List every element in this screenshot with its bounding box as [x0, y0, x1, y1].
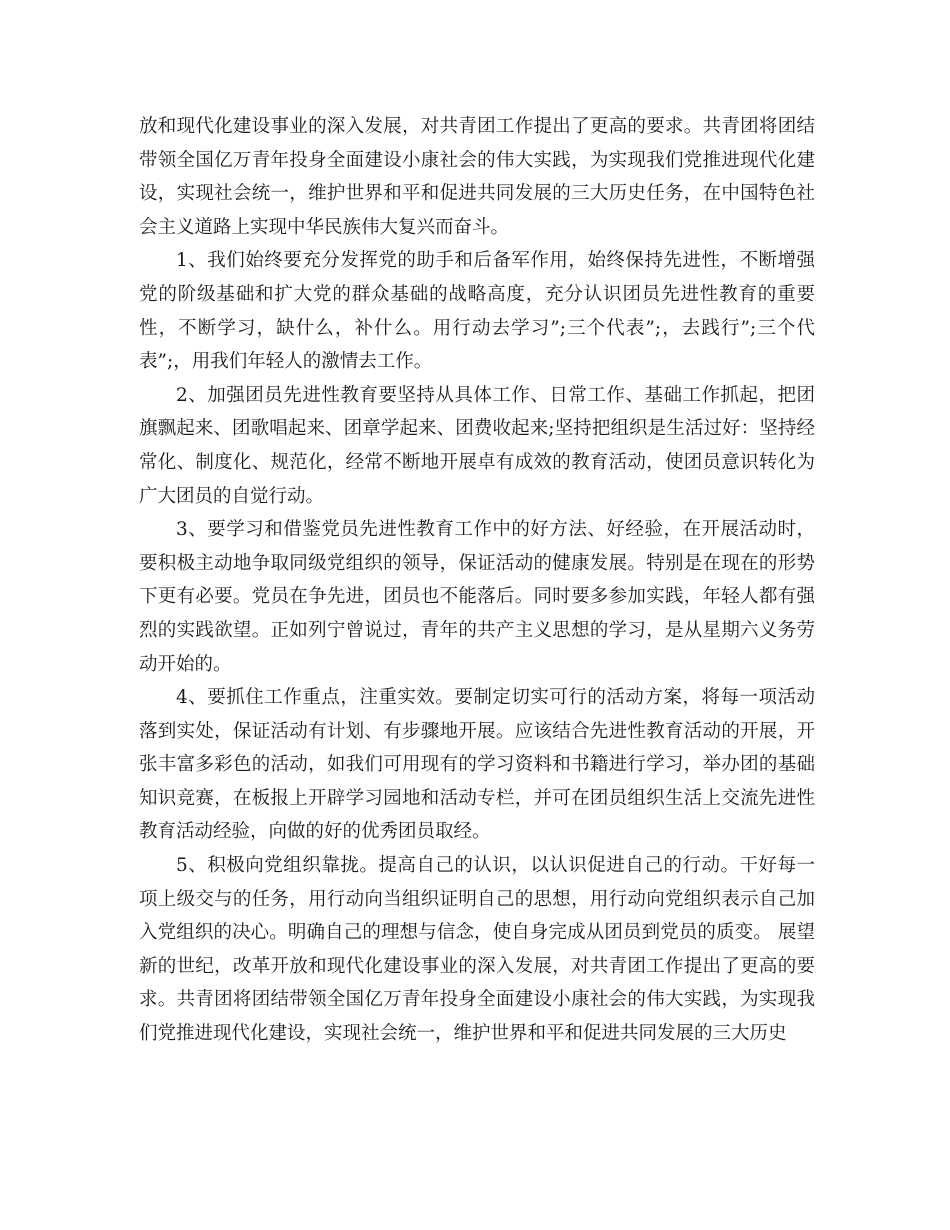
paragraph-item-2: 2、加强团员先进性教育要坚持从具体工作、日常工作、基础工作抓起，把团旗飘起来、团歌唱起来、团章学起来、团费收起来;坚持把组织是生活过好：坚持经常化、制度化、规范化，经常不断地开展卓有成效的教育活动，使团员意识转化为广大团员的自觉行动。	[139, 384, 815, 507]
paragraph-item-5: 5、积极向党组织靠拢。提高自己的认识，以认识促进自己的行动。干好每一项上级交与的任务，用行动向当组织证明自己的思想，用行动向党组织表示自己加入党组织的决心。明确自己的理想与信念，使自身完成从团员到党员的质变。 展望新的世纪，改革开放和现代化建设事业的深入发展，对共青团工作提出了更高的要求。共青团将团结带领全国亿万青年投身全面建设小康社会的伟大实践，为实现我们党推进现代化建设，实现社会统一，维护世界和平和促进共同发展的三大历史	[139, 855, 815, 1045]
paragraph-item-4: 4、要抓住工作重点，注重实效。要制定切实可行的活动方案，将每一项活动落到实处，保证活动有计划、有步骤地开展。应该结合先进性教育活动的开展，开张丰富多彩色的活动，如我们可用现有的学习资料和书籍进行学习，举办团的基础知识竞赛，在板报上开辟学习园地和活动专栏，并可在团员组织生活上交流先进性教育活动经验，向做的好的优秀团员取经。	[139, 687, 815, 843]
paragraph-item-1: 1、我们始终要充分发挥党的助手和后备军作用，始终保持先进性，不断增强党的阶级基础和扩大党的群众基础的战略高度，充分认识团员先进性教育的重要性，不断学习，缺什么，补什么。用行动去学习”;三个代表”;，去践行”;三个代表”;，用我们年轻人的激情去工作。	[139, 250, 815, 373]
paragraph-continuation: 放和现代化建设事业的深入发展，对共青团工作提出了更高的要求。共青团将团结带领全国亿万青年投身全面建设小康社会的伟大实践，为实现我们党推进现代化建设，实现社会统一，维护世界和平和促进共同发展的三大历史任务，在中国特色社会主义道路上实现中华民族伟大复兴而奋斗。	[139, 116, 815, 238]
document-body	[139, 110, 815, 1051]
paragraph-item-3: 3、要学习和借鉴党员先进性教育工作中的好方法、好经验，在开展活动时，要积极主动地争取同级党组织的领导，保证活动的健康发展。特别是在现在的形势下更有必要。党员在争先进，团员也不能落后。同时要多参加实践，年轻人都有强烈的实践欲望。正如列宁曾说过，青年的共产主义思想的学习，是从星期六义务劳动开始的。	[139, 519, 815, 675]
